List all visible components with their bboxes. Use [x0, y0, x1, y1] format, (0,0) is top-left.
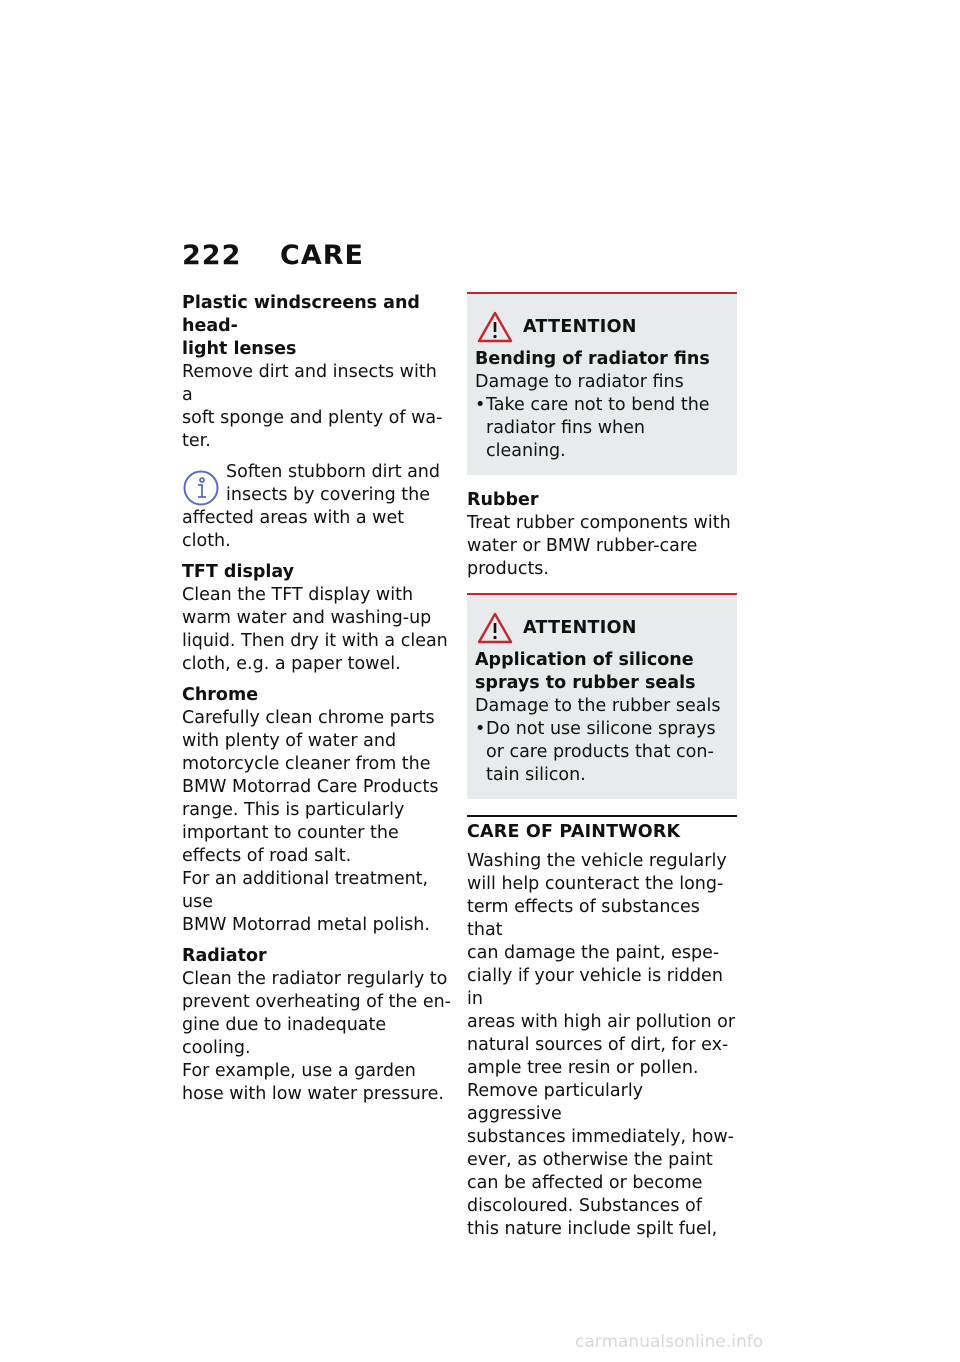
warning-triangle-icon — [477, 612, 513, 644]
attention-text: Damage to the rubber seals — [475, 696, 721, 716]
info-note — [182, 461, 452, 553]
attention-box-radiator — [467, 292, 737, 475]
attention-heading: Application of silicone sprays to rubber seals — [475, 650, 696, 693]
section-rubber — [467, 489, 737, 581]
windscreens-text: Remove dirt and insects with a soft sponge and plenty of wa- ter. — [182, 362, 443, 451]
watermark: carmanualsonline.info — [575, 1332, 764, 1352]
attention-header — [475, 310, 723, 344]
section-chrome — [182, 684, 452, 937]
page-number: 222 — [182, 240, 242, 271]
radiator-heading: Radiator — [182, 946, 267, 966]
attention-box-silicone — [467, 593, 737, 799]
section-tft — [182, 561, 452, 676]
attention-title: ATTENTION — [523, 617, 637, 638]
rubber-text: Treat rubber components with water or BMW rubber-care products. — [467, 513, 731, 579]
chapter-title: CARE — [280, 240, 364, 271]
rubber-heading: Rubber — [467, 490, 539, 510]
attention-bullet: • Take care not to bend the radiator fins when cleaning. — [475, 394, 723, 463]
radiator-text: Clean the radiator regularly to prevent overheating of the en- gine due to inadequate cooling. For example, use a garden hose with low water pressure. — [182, 969, 451, 1104]
tft-text: Clean the TFT display with warm water and washing-up liquid. Then dry it with a clean cloth, e.g. a paper towel. — [182, 585, 448, 674]
section-paintwork — [467, 815, 737, 1241]
section-windscreens — [182, 292, 452, 453]
paintwork-text: Washing the vehicle regularly will help counteract the long- term effects of substances that can damage the paint, espe- cially if your vehicle is ridden in areas with high air pollution or natural sources of dirt, for ex- ample tree resin or pollen. Remove particularly aggressive substances immediately, how- ever, as otherwise the paint can be affected or become discoloured. Substances of this nature include spilt fuel, — [467, 851, 736, 1239]
attention-bullet: • Do not use silicone sprays or care products that con- tain silicon. — [475, 718, 723, 787]
tft-heading: TFT display — [182, 562, 295, 582]
chrome-text: Carefully clean chrome parts with plenty of water and motorcycle cleaner from the BMW Motorrad Care Products range. This is particularly important to counter the effects of road salt. For an additional treatment, use BMW Motorrad metal polish. — [182, 708, 439, 935]
left-column — [182, 292, 452, 1114]
attention-text: Damage to radiator fins — [475, 372, 684, 392]
attention-title: ATTENTION — [523, 316, 637, 337]
windscreens-heading: Plastic windscreens and head- light lenses — [182, 293, 420, 359]
attention-heading: Bending of radiator fins — [475, 349, 710, 369]
warning-triangle-icon — [477, 311, 513, 343]
note-text: Soften stubborn dirt and insects by covering the — [226, 462, 440, 505]
paintwork-title: CARE OF PAINTWORK — [467, 815, 737, 844]
section-radiator — [182, 945, 452, 1106]
chrome-heading: Chrome — [182, 685, 259, 705]
right-column — [467, 292, 737, 1249]
info-icon — [182, 469, 220, 507]
attention-header — [475, 611, 723, 645]
note-text-tail: affected areas with a wet cloth. — [182, 508, 405, 551]
